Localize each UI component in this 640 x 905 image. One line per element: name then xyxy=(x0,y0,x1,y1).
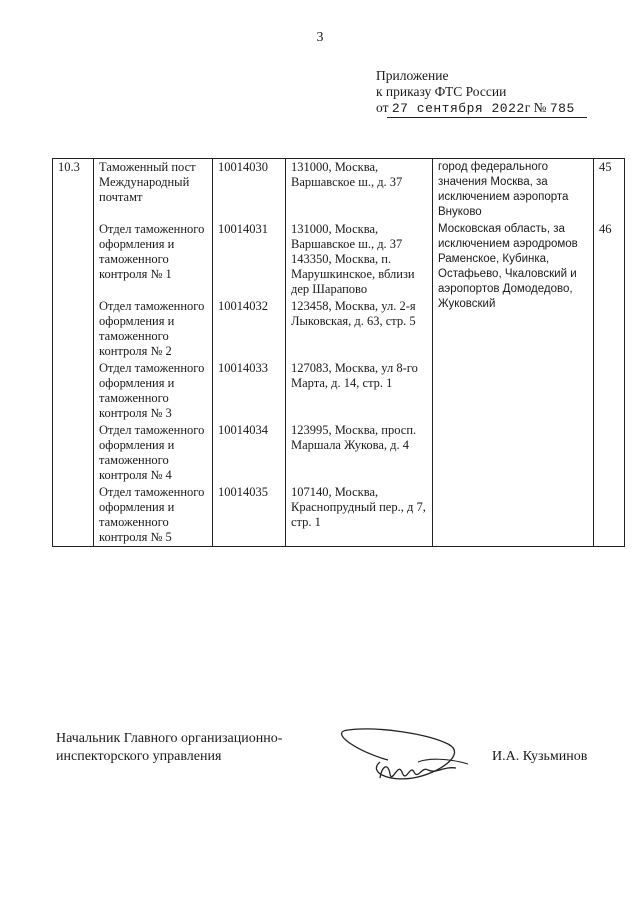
cell-code: 10014033 xyxy=(213,360,286,422)
cell-region: город федерального значения Москва, за исключением аэропорта Внуково xyxy=(433,159,594,222)
appendix-from: от xyxy=(376,100,389,115)
appendix-title: Приложение xyxy=(376,68,449,83)
customs-table xyxy=(52,158,625,547)
cell-num xyxy=(53,484,94,547)
cell-address: 127083, Москва, ул 8-го Марта, д. 14, стр. 1 xyxy=(286,360,433,422)
year-suffix: г xyxy=(524,100,531,115)
cell-num xyxy=(53,422,94,484)
cell-code: 10014032 xyxy=(213,298,286,360)
cell-address: 123458, Москва, ул. 2-я Лыковская, д. 63, стр. 5 xyxy=(286,298,433,360)
cell-address: 107140, Москва, Краснопрудный пер., д 7, стр. 1 xyxy=(286,484,433,547)
signatory-title xyxy=(56,730,282,766)
cell-name: Отдел таможенного оформления и таможенного контроля № 2 xyxy=(94,298,213,360)
appendix-order: к приказу ФТС России xyxy=(376,84,507,99)
cell-code: 10014035 xyxy=(213,484,286,547)
cell-address: 131000, Москва, Варшавское ш., д. 37 xyxy=(286,159,433,222)
cell-code: 10014030 xyxy=(213,159,286,222)
cell-num: 10.3 xyxy=(53,159,94,222)
handwritten-signature xyxy=(318,722,488,792)
cell-seq: 46 xyxy=(594,221,625,547)
order-date: 27 сентября 2022 xyxy=(391,101,525,116)
appendix-date-line xyxy=(376,100,575,117)
cell-name: Отдел таможенного оформления и таможенного контроля № 3 xyxy=(94,360,213,422)
cell-address: 123995, Москва, просп. Маршала Жукова, д. 4 xyxy=(286,422,433,484)
cell-name: Отдел таможенного оформления и таможенного контроля № 1 xyxy=(94,221,213,298)
cell-name: Отдел таможенного оформления и таможенного контроля № 4 xyxy=(94,422,213,484)
cell-num xyxy=(53,360,94,422)
cell-name: Таможенный пост Международный почтамт xyxy=(94,159,213,222)
cell-code: 10014034 xyxy=(213,422,286,484)
table-row xyxy=(53,159,625,222)
order-number: 785 xyxy=(549,101,575,116)
cell-num xyxy=(53,298,94,360)
appendix-header xyxy=(376,68,575,117)
signatory-title-line1: Начальник Главного организационно- xyxy=(56,731,283,746)
cell-num xyxy=(53,221,94,298)
date-underline xyxy=(387,117,587,118)
cell-address: 131000, Москва, Варшавское ш., д. 37 143350, Москва, п. Марушкинское, вблизи дер Шарапово xyxy=(286,221,433,298)
cell-code: 10014031 xyxy=(213,221,286,298)
table-row xyxy=(53,221,625,298)
cell-region: Московская область, за исключением аэродромов Раменское, Кубинка, Остафьево, Чкаловский и аэропортов Домодедово, Жуковский xyxy=(433,221,594,547)
page-number: 3 xyxy=(316,30,324,45)
signatory-name: И.А. Кузьминов xyxy=(492,749,588,764)
signatory-title-line2: инспекторского управления xyxy=(56,749,222,764)
number-sign: № xyxy=(533,100,547,115)
cell-name: Отдел таможенного оформления и таможенного контроля № 5 xyxy=(94,484,213,547)
cell-seq: 45 xyxy=(594,159,625,222)
